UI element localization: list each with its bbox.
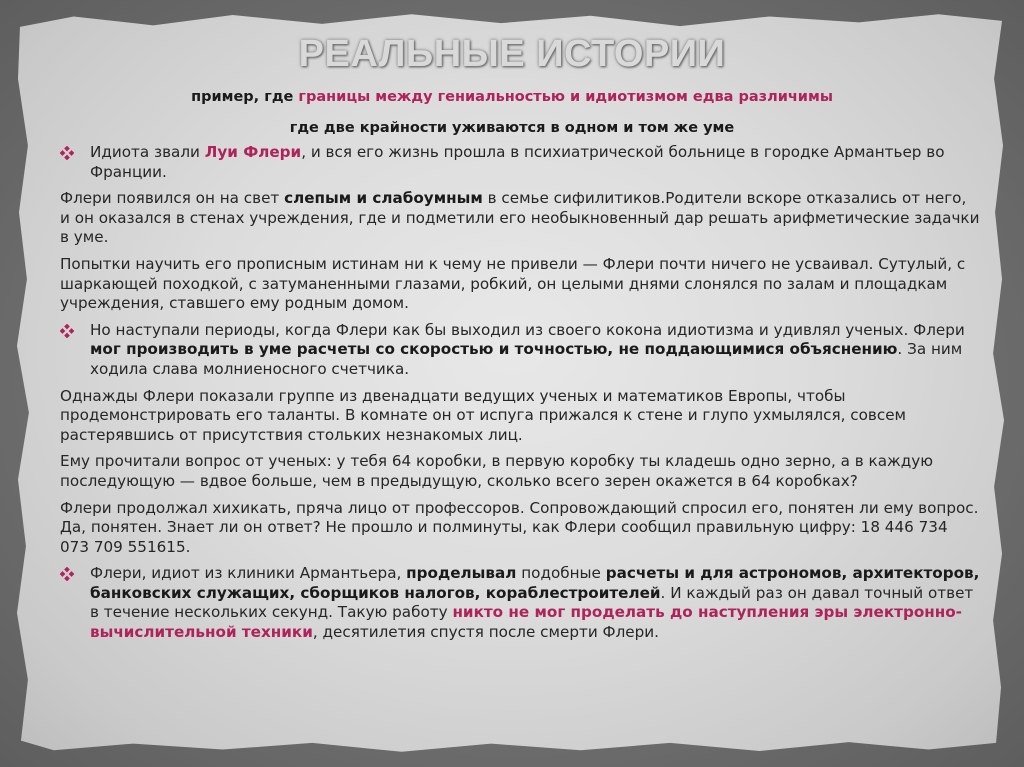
p8-text-3: . И каждый раз он давал точный ответ в течение нескольких секунд. Такую работу xyxy=(90,583,974,622)
paragraph-7 xyxy=(60,499,980,558)
p6-text: Ему прочитали вопрос от ученых: у тебя 64 коробки, в первую коробку ты кладешь одно зерно, а в каждую последующую — вдвое больше, чем в предыдущую, сколько всего зерен окажется в 64 коробках? xyxy=(60,452,933,490)
p3-text: Попытки научить его прописным истинам ни к чему не привели — Флери почти ничего не усваивал. Сутулый, с шаркающей походкой, с затуманенными глазами, робкий, он целыми днями слонялся по залам и площадкам учреждения, ставшего ему родным домом. xyxy=(60,254,966,313)
slide-body xyxy=(60,143,980,650)
diamond-bullet-icon xyxy=(60,324,74,338)
p1-text: Идиота звали xyxy=(90,143,205,161)
p8-text-end: , десятилетия спустя после смерти Флери. xyxy=(312,623,659,642)
p4-text-end: . За ним ходила слава молниеносного счетчика. xyxy=(90,340,963,378)
p2-bold: слепым и слабоумным xyxy=(284,189,483,208)
paragraph-8 xyxy=(60,564,980,642)
paragraph-1 xyxy=(60,143,980,182)
paragraph-4 xyxy=(60,321,980,380)
p1-name: Луи Флери xyxy=(204,143,302,161)
subtitle-line-2: где две крайности уживаются в одном и том же уме xyxy=(289,120,735,136)
paragraph-5 xyxy=(60,387,980,446)
subtitle-highlight: границы между гениальностью и идиотизмом едва различимы xyxy=(298,89,833,105)
slide-title: РЕАЛЬНЫЕ ИСТОРИИ xyxy=(298,33,726,75)
p4-text: Но наступали периоды, когда Флери как бы выходил из своего кокона идиотизма и удивлял ученых. Флери xyxy=(90,320,965,339)
paragraph-6 xyxy=(60,452,980,491)
p8-bold-1: проделывал xyxy=(406,564,517,583)
p8-text: Флери, идиот из клиники Армантьера, xyxy=(90,564,407,583)
p5-text: Однажды Флери показали группе из двенадцати ведущих ученых и математиков Европы, чтобы продемонстрировать его таланты. В комнате он от испуга прижался к стене и глупо ухмылялся, совсем растерявшись от присутствия стольких незнакомых лиц. xyxy=(60,386,907,444)
p2-text: Флери появился он на свет xyxy=(60,189,285,208)
p7-text: Флери продолжал хихикать, пряча лицо от профессоров. Сопровождающий спросил его, понятен ли ему вопрос. Да, понятен. Знает ли он ответ? Не прошло и полминуты, как Флери сообщил правильную цифру: 18 446 734 073 709 551615. xyxy=(60,498,979,556)
subtitle-prefix: пример, где xyxy=(191,89,299,105)
paragraph-2 xyxy=(60,189,980,248)
p1-text-end: , и вся его жизнь прошла в психиатрической больнице в городке Армантьер во Франции. xyxy=(90,143,945,181)
p2-text-end: в семье сифилитиков.Родители вскоре отказались от него, и он оказался в стенах учреждения, где и подметили его необыкновенный дар решать арифметические задачки в уме. xyxy=(60,189,980,247)
diamond-bullet-icon xyxy=(60,146,74,160)
p8-highlight: никто не мог проделать до наступления эры электронно-вычислительной техники xyxy=(90,603,962,642)
paragraph-3 xyxy=(60,255,980,314)
p4-bold: мог производить в уме расчеты со скоростью и точностью, не поддающимися объяснению xyxy=(90,340,898,359)
subtitle-line-1 xyxy=(0,89,1024,105)
diamond-bullet-icon xyxy=(60,567,74,581)
p8-text-2: подобные xyxy=(516,564,606,583)
p8-bold-2: расчеты и для астрономов, архитекторов, банковских служащих, сборщиков налогов, кораблестроителей xyxy=(90,564,980,602)
